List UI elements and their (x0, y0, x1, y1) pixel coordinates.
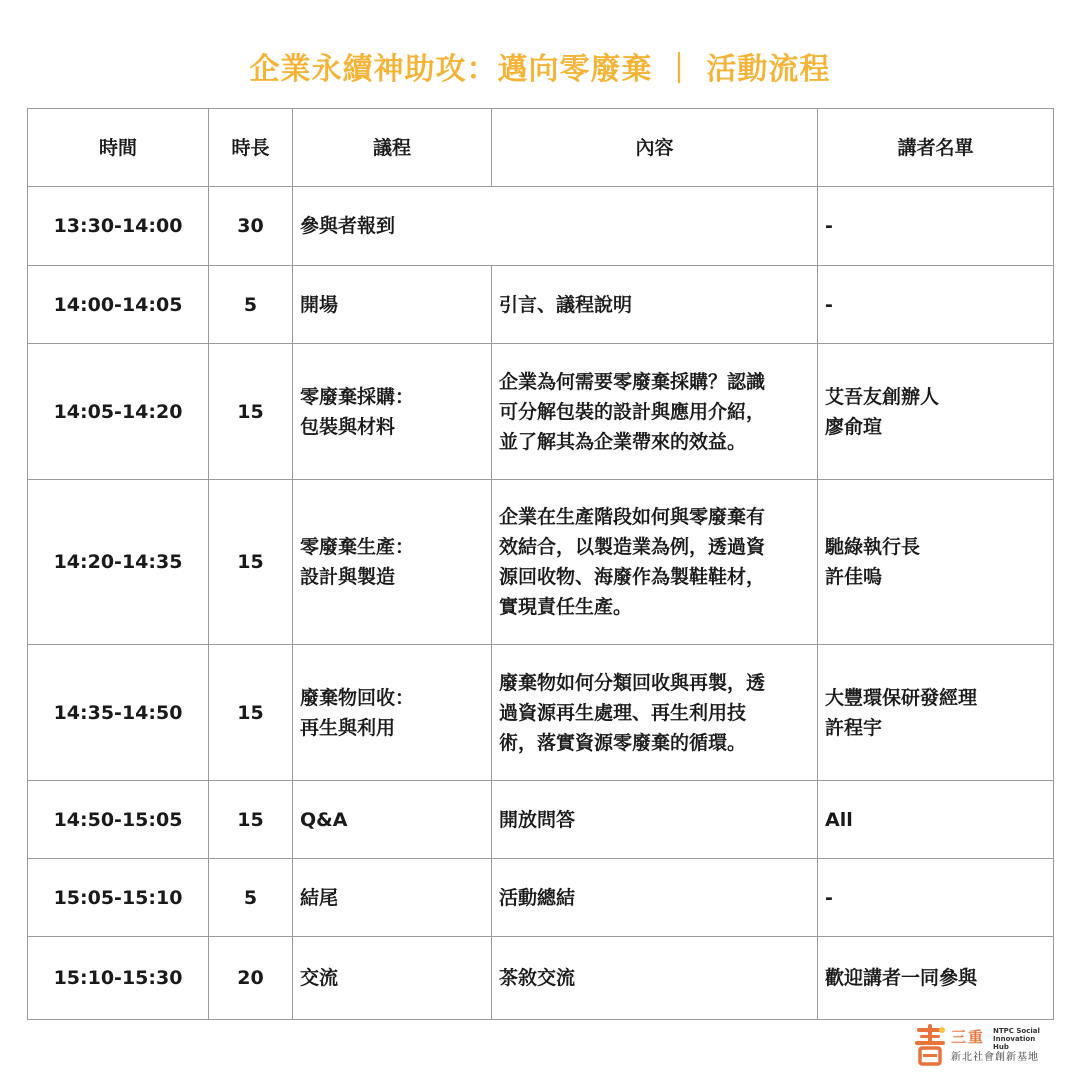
cell-speakers-line: - (825, 215, 833, 237)
cell-agenda-line: 交流 (300, 967, 339, 989)
cell-duration: 15 (209, 480, 293, 645)
cell-content-line: 並了解其為企業帶來的效益。 (499, 430, 747, 453)
hub-logo-name-top: 三重 (951, 1028, 986, 1046)
cell-speakers-line: 許程宇 (825, 716, 883, 739)
cell-agenda-line: 廢棄物回收： (300, 686, 415, 709)
cell-agenda-line: 再生與利用 (300, 716, 396, 739)
cell-content (492, 937, 818, 1020)
cell-agenda (293, 187, 818, 266)
cell-duration: 15 (209, 645, 293, 781)
cell-time: 14:05-14:20 (28, 344, 209, 480)
cell-speakers-line: 馳綠執行長 (825, 536, 921, 558)
cell-speakers-line: 許佳嗚 (825, 566, 883, 588)
cell-speakers-line: - (825, 293, 833, 316)
cell-speakers (818, 187, 1054, 266)
hub-logo-mark-icon (913, 1024, 947, 1066)
cell-speakers (818, 480, 1054, 645)
cell-speakers-line: 艾吾友創辦人 (825, 385, 940, 408)
cell-duration: 15 (209, 781, 293, 859)
cell-speakers (818, 937, 1054, 1020)
cell-content-line: 活動總結 (499, 886, 576, 909)
cell-agenda (293, 859, 492, 937)
cell-agenda-line: 結尾 (300, 886, 339, 909)
cell-content-line: 茶敘交流 (499, 967, 576, 989)
cell-content-line: 實現責任生產。 (499, 596, 633, 618)
cell-content-line: 企業在生產階段如何與零廢棄有 (499, 506, 766, 528)
cell-speakers-line: - (825, 886, 833, 909)
cell-duration: 15 (209, 344, 293, 480)
cell-speakers (818, 266, 1054, 344)
cell-agenda (293, 344, 492, 480)
cell-time: 15:10-15:30 (28, 937, 209, 1020)
cell-content (492, 480, 818, 645)
cell-content (492, 645, 818, 781)
header-speakers: 講者名單 (818, 109, 1054, 187)
cell-agenda-line: 包裝與材料 (300, 415, 396, 438)
cell-duration: 5 (209, 266, 293, 344)
cell-content-line: 源回收物、海廢作為製鞋鞋材， (499, 566, 766, 588)
cell-content (492, 344, 818, 480)
table-row (28, 859, 1054, 937)
cell-content-line: 企業為何需要零廢棄採購？認識 (499, 370, 766, 393)
cell-content (492, 859, 818, 937)
cell-agenda (293, 480, 492, 645)
cell-agenda (293, 937, 492, 1020)
cell-content (492, 266, 818, 344)
cell-content-line: 效結合，以製造業為例，透過資 (499, 536, 766, 558)
cell-agenda-line: Q&A (300, 808, 348, 831)
cell-time: 15:05-15:10 (28, 859, 209, 937)
cell-speakers-line: All (825, 808, 853, 831)
cell-agenda (293, 266, 492, 344)
cell-time: 14:50-15:05 (28, 781, 209, 859)
cell-time: 13:30-14:00 (28, 187, 209, 266)
cell-agenda-line: 零廢棄生產： (300, 536, 415, 558)
table-row (28, 645, 1054, 781)
cell-speakers (818, 344, 1054, 480)
cell-time: 14:00-14:05 (28, 266, 209, 344)
cell-speakers-line: 廖俞瑄 (825, 415, 883, 438)
cell-duration: 5 (209, 859, 293, 937)
hub-logo-name-en: NTPC Social Innovation Hub (993, 1027, 1040, 1051)
cell-agenda (293, 781, 492, 859)
hub-logo-name-bottom: 新北社會創新基地 (951, 1052, 1039, 1063)
cell-speakers (818, 645, 1054, 781)
cell-content (492, 781, 818, 859)
cell-speakers-line: 歡迎講者一同參與 (825, 967, 978, 989)
ntpc-social-innovation-hub-logo (913, 1024, 1053, 1068)
cell-duration: 30 (209, 187, 293, 266)
table-row (28, 344, 1054, 480)
header-time: 時間 (28, 109, 209, 187)
cell-time: 14:35-14:50 (28, 645, 209, 781)
cell-speakers-line: 大豐環保研發經理 (825, 686, 978, 709)
table-row (28, 187, 1054, 266)
cell-agenda-line: 開場 (300, 293, 339, 316)
cell-content-line: 過資源再生處理、再生利用技 (499, 701, 747, 724)
cell-agenda-line: 設計與製造 (300, 566, 396, 588)
cell-speakers (818, 781, 1054, 859)
cell-time: 14:20-14:35 (28, 480, 209, 645)
cell-content-line: 可分解包裝的設計與應用介紹， (499, 400, 766, 423)
table-row (28, 937, 1054, 1020)
cell-content-line: 引言、議程說明 (499, 293, 633, 316)
cell-speakers (818, 859, 1054, 937)
cell-duration: 20 (209, 937, 293, 1020)
table-row (28, 480, 1054, 645)
agenda-table (27, 108, 1054, 1020)
table-row (28, 266, 1054, 344)
cell-content-line: 開放問答 (499, 808, 576, 831)
page-title: 企業永續神助攻：邁向零廢棄 ｜ 活動流程 (249, 52, 831, 87)
header-duration: 時長 (209, 109, 293, 187)
header-agenda: 議程 (293, 109, 492, 187)
cell-content-line: 術，落實資源零廢棄的循環。 (499, 731, 747, 754)
cell-content-line: 廢棄物如何分類回收與再製，透 (499, 671, 766, 694)
cell-agenda-line: 參與者報到 (300, 215, 396, 237)
cell-agenda (293, 645, 492, 781)
agenda-body (28, 187, 1054, 1020)
table-row (28, 781, 1054, 859)
header-content: 內容 (492, 109, 818, 187)
cell-agenda-line: 零廢棄採購： (300, 385, 415, 408)
header-row (28, 109, 1054, 187)
